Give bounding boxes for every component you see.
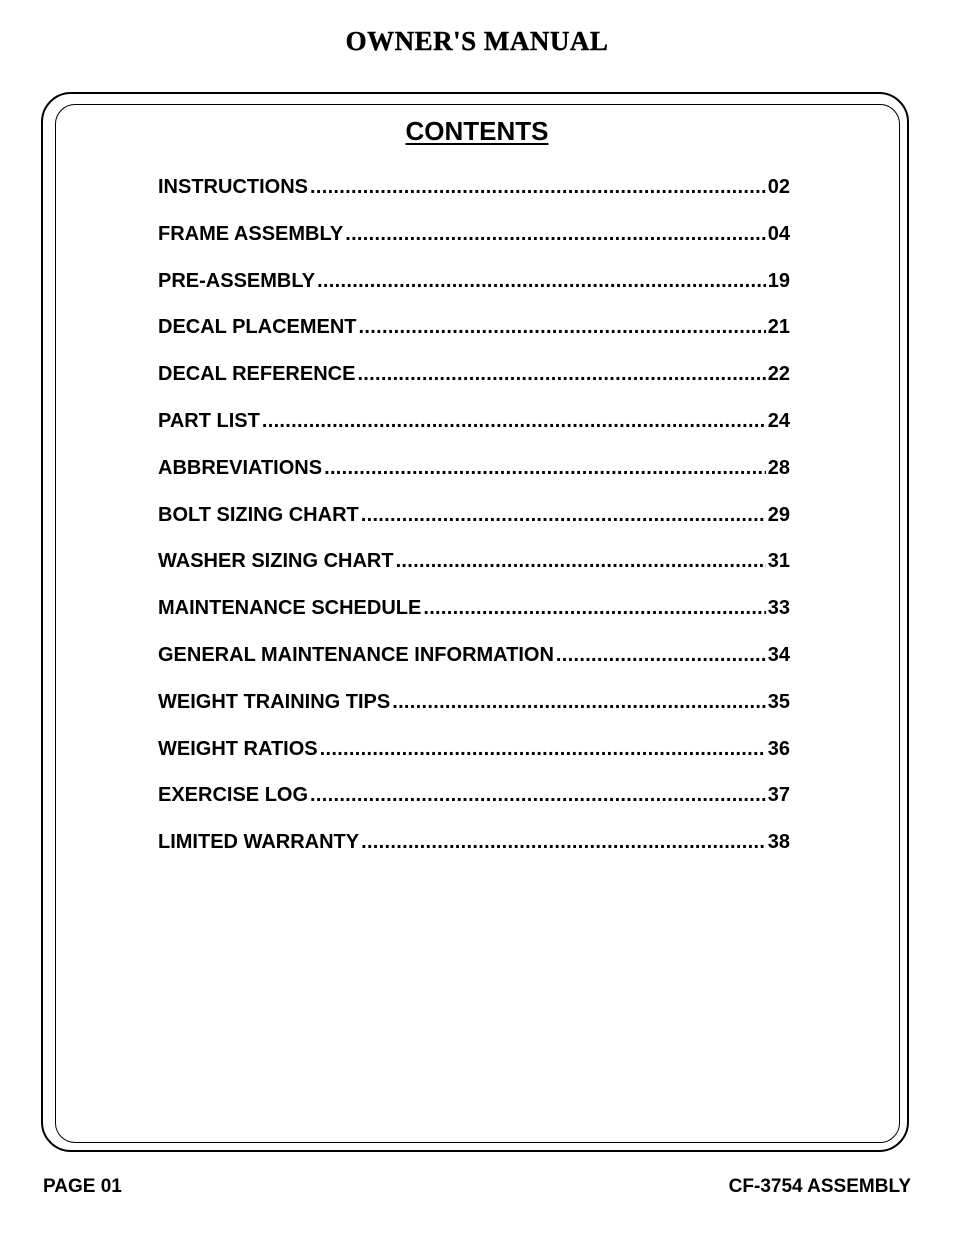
toc-dot-leader bbox=[320, 734, 766, 764]
toc-entry-label: GENERAL MAINTENANCE INFORMATION bbox=[158, 643, 554, 666]
toc-entry-pre-assembly bbox=[158, 266, 790, 313]
toc-entry-part-list bbox=[158, 406, 790, 453]
toc-dot-leader bbox=[310, 780, 766, 810]
toc-entry-label: DECAL REFERENCE bbox=[158, 363, 356, 386]
toc-entry-maintenance-schedule bbox=[158, 593, 790, 640]
toc-dot-leader bbox=[392, 687, 766, 717]
toc-entry-page: 36 bbox=[767, 737, 790, 760]
toc-dot-leader bbox=[345, 219, 766, 249]
toc-entry-label: WASHER SIZING CHART bbox=[158, 550, 394, 573]
toc-entry-page: 19 bbox=[767, 269, 790, 292]
toc-dot-leader bbox=[556, 640, 766, 670]
toc-entry-page: 29 bbox=[767, 503, 790, 526]
toc-dot-leader bbox=[361, 500, 766, 530]
toc-dot-leader bbox=[262, 406, 766, 436]
table-of-contents bbox=[158, 172, 790, 874]
toc-entry-page: 04 bbox=[767, 222, 790, 245]
toc-dot-leader bbox=[317, 266, 766, 296]
toc-entry-abbreviations bbox=[158, 453, 790, 500]
toc-dot-leader bbox=[324, 453, 766, 483]
document-title: OWNER'S MANUAL bbox=[345, 26, 609, 56]
toc-entry-label: FRAME ASSEMBLY bbox=[158, 222, 344, 245]
toc-entry-page: 24 bbox=[767, 409, 790, 432]
toc-entry-label: ABBREVIATIONS bbox=[158, 456, 323, 479]
toc-entry-bolt-sizing-chart bbox=[158, 500, 790, 547]
toc-entry-decal-reference bbox=[158, 359, 790, 406]
toc-dot-leader bbox=[396, 546, 766, 576]
toc-entry-page: 38 bbox=[767, 831, 790, 854]
toc-entry-page: 02 bbox=[767, 176, 790, 198]
toc-entry-frame-assembly bbox=[158, 219, 790, 266]
contents-heading: CONTENTS bbox=[405, 116, 549, 146]
toc-entry-weight-ratios bbox=[158, 734, 790, 781]
toc-entry-page: 33 bbox=[767, 597, 790, 620]
toc-entry-label: MAINTENANCE SCHEDULE bbox=[158, 597, 422, 620]
toc-entry-decal-placement bbox=[158, 312, 790, 359]
toc-entry-label: PRE-ASSEMBLY bbox=[158, 269, 316, 292]
toc-entry-label: WEIGHT RATIOS bbox=[158, 737, 318, 760]
footer-product-label: CF-3754 ASSEMBLY bbox=[728, 1176, 911, 1197]
toc-entry-instructions bbox=[158, 172, 790, 219]
toc-entry-label: PART LIST bbox=[158, 409, 260, 432]
toc-entry-label: WEIGHT TRAINING TIPS bbox=[158, 690, 391, 713]
toc-entry-page: 31 bbox=[767, 550, 790, 573]
footer-page-number: PAGE 01 bbox=[43, 1176, 122, 1197]
toc-entry-limited-warranty bbox=[158, 827, 790, 874]
toc-entry-exercise-log bbox=[158, 780, 790, 827]
toc-entry-weight-training-tips bbox=[158, 687, 790, 734]
toc-dot-leader bbox=[359, 312, 766, 342]
toc-entry-label: DECAL PLACEMENT bbox=[158, 316, 357, 339]
toc-entry-page: 21 bbox=[767, 316, 790, 339]
toc-entry-label: BOLT SIZING CHART bbox=[158, 503, 359, 526]
toc-entry-page: 28 bbox=[767, 456, 790, 479]
toc-entry-page: 34 bbox=[767, 643, 790, 666]
toc-dot-leader bbox=[423, 593, 765, 623]
toc-entry-page: 22 bbox=[767, 363, 790, 386]
toc-entry-general-maintenance-information bbox=[158, 640, 790, 687]
toc-dot-leader bbox=[361, 827, 766, 857]
toc-entry-page: 35 bbox=[767, 690, 790, 713]
toc-entry-label: EXERCISE LOG bbox=[158, 784, 309, 807]
toc-dot-leader bbox=[357, 359, 765, 389]
toc-dot-leader bbox=[310, 172, 766, 202]
toc-entry-label: INSTRUCTIONS bbox=[158, 176, 308, 198]
toc-entry-washer-sizing-chart bbox=[158, 546, 790, 593]
toc-entry-page: 37 bbox=[767, 784, 790, 807]
toc-entry-label: LIMITED WARRANTY bbox=[158, 831, 360, 854]
